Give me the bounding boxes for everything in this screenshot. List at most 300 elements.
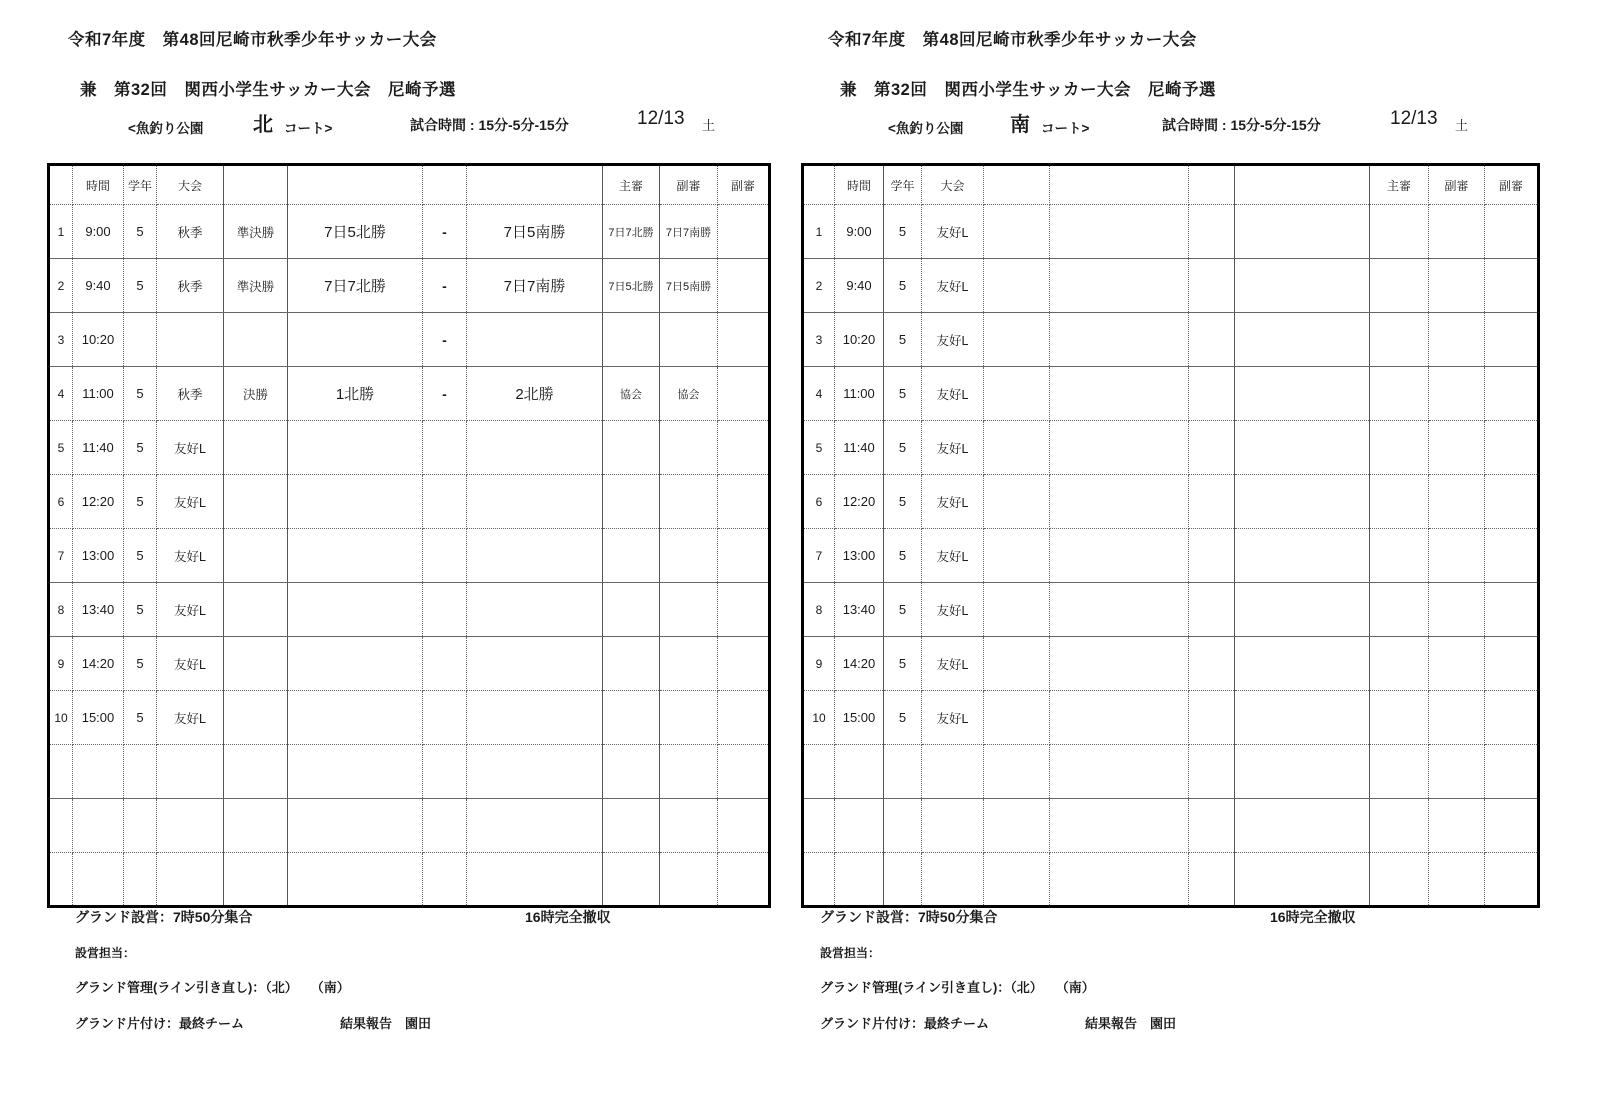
table-cell — [984, 313, 1050, 367]
table-row — [49, 367, 770, 421]
table-cell: 7日5南勝 — [660, 259, 718, 313]
table-cell — [922, 799, 984, 853]
table-cell: 5 — [124, 529, 157, 583]
table-cell: 10 — [49, 691, 73, 745]
table-cell — [224, 421, 288, 475]
table-cell — [224, 475, 288, 529]
table-cell: 5 — [124, 259, 157, 313]
table-cell — [884, 745, 922, 799]
table-cell: 11:40 — [835, 421, 884, 475]
table-cell: 友好L — [922, 691, 984, 745]
table-cell: 友好L — [157, 583, 224, 637]
table-cell — [157, 799, 224, 853]
table-cell: - — [423, 313, 467, 367]
table-cell — [423, 691, 467, 745]
table-cell — [288, 313, 423, 367]
table-cell — [157, 745, 224, 799]
table-cell — [1370, 583, 1429, 637]
table-cell: 14:20 — [835, 637, 884, 691]
table-cell — [718, 529, 770, 583]
table-cell: 4 — [803, 367, 835, 421]
teardown-note: 16時完全撤収 — [1270, 909, 1356, 925]
table-cell — [224, 745, 288, 799]
table-cell — [1189, 745, 1235, 799]
table-cell — [835, 853, 884, 907]
table-cell — [1050, 259, 1189, 313]
table-row — [803, 745, 1539, 799]
table-cell: 秋季 — [157, 205, 224, 259]
table-row — [49, 745, 770, 799]
table-cell — [467, 691, 603, 745]
table-cell — [984, 205, 1050, 259]
table-cell — [803, 853, 835, 907]
table-cell — [1485, 799, 1539, 853]
table-cell — [1235, 367, 1370, 421]
table-cell: 友好L — [922, 313, 984, 367]
match-weekday: 土 — [1455, 118, 1469, 133]
table-cell — [124, 853, 157, 907]
column-header: 時間 — [73, 165, 124, 205]
table-cell — [1485, 367, 1539, 421]
table-cell: 5 — [803, 421, 835, 475]
table-cell — [984, 367, 1050, 421]
table-cell — [224, 313, 288, 367]
table-cell: 友好L — [922, 475, 984, 529]
table-cell — [1370, 853, 1429, 907]
table-cell: 7日7南勝 — [660, 205, 718, 259]
table-cell — [1235, 475, 1370, 529]
venue-label: <魚釣り公園 — [888, 121, 964, 136]
table-cell: 10:20 — [73, 313, 124, 367]
table-cell: 7 — [803, 529, 835, 583]
table-cell — [660, 799, 718, 853]
table-cell — [49, 853, 73, 907]
table-cell — [1370, 259, 1429, 313]
table-cell: 5 — [884, 529, 922, 583]
table-row — [49, 475, 770, 529]
table-cell — [803, 745, 835, 799]
table-row — [49, 637, 770, 691]
table-cell — [660, 745, 718, 799]
table-cell — [1429, 853, 1485, 907]
table-cell — [1050, 691, 1189, 745]
table-cell — [1050, 367, 1189, 421]
table-cell — [1370, 691, 1429, 745]
table-cell — [467, 421, 603, 475]
table-cell — [423, 745, 467, 799]
table-cell: 10:20 — [835, 313, 884, 367]
table-cell — [467, 637, 603, 691]
table-cell: 友好L — [157, 637, 224, 691]
table-cell — [718, 853, 770, 907]
column-header: 副審 — [1429, 165, 1485, 205]
table-cell — [1050, 853, 1189, 907]
table-cell — [1235, 853, 1370, 907]
table-row — [803, 583, 1539, 637]
teardown-note: 16時完全撤収 — [525, 909, 611, 925]
table-cell — [1050, 583, 1189, 637]
table-cell: 8 — [49, 583, 73, 637]
table-row — [49, 421, 770, 475]
table-cell — [1485, 637, 1539, 691]
table-cell — [1189, 799, 1235, 853]
table-cell: 13:40 — [73, 583, 124, 637]
table-row — [49, 529, 770, 583]
table-cell — [224, 529, 288, 583]
table-cell: 5 — [49, 421, 73, 475]
schedule-table-south — [801, 163, 1540, 908]
table-cell: 友好L — [922, 637, 984, 691]
table-cell — [603, 853, 660, 907]
table-cell — [288, 421, 423, 475]
column-header: 副審 — [1485, 165, 1539, 205]
table-row — [803, 799, 1539, 853]
table-cell — [884, 799, 922, 853]
table-cell — [423, 583, 467, 637]
court-name: 北 — [253, 114, 273, 136]
table-cell — [224, 799, 288, 853]
table-cell — [1370, 205, 1429, 259]
table-cell — [660, 637, 718, 691]
table-cell — [922, 853, 984, 907]
table-cell — [288, 853, 423, 907]
column-header — [224, 165, 288, 205]
tournament-subtitle: 兼 第32回 関西小学生サッカー大会 尼崎予選 — [840, 81, 1217, 99]
table-row — [803, 421, 1539, 475]
table-cell: 協会 — [603, 367, 660, 421]
table-cell — [1235, 529, 1370, 583]
table-cell — [1189, 475, 1235, 529]
table-cell — [423, 853, 467, 907]
match-time-label: 試合時間 : 15分-5分-15分 — [1162, 117, 1321, 133]
table-cell: 5 — [884, 259, 922, 313]
table-cell — [603, 529, 660, 583]
table-cell — [1370, 313, 1429, 367]
table-cell — [1235, 691, 1370, 745]
table-cell: 9 — [803, 637, 835, 691]
table-cell — [124, 313, 157, 367]
table-cell — [49, 799, 73, 853]
table-cell — [984, 691, 1050, 745]
venue-label: <魚釣り公園 — [128, 121, 204, 136]
table-cell — [660, 475, 718, 529]
table-cell — [603, 475, 660, 529]
table-cell — [1189, 637, 1235, 691]
table-cell — [224, 853, 288, 907]
tournament-subtitle: 兼 第32回 関西小学生サッカー大会 尼崎予選 — [80, 81, 457, 99]
table-cell — [603, 313, 660, 367]
table-cell — [1370, 529, 1429, 583]
table-cell: 秋季 — [157, 259, 224, 313]
schedule-table-north — [47, 163, 771, 908]
column-header: 大会 — [157, 165, 224, 205]
table-cell: 1 — [803, 205, 835, 259]
table-cell: 3 — [803, 313, 835, 367]
table-row — [803, 691, 1539, 745]
table-cell: 5 — [124, 205, 157, 259]
table-cell — [984, 745, 1050, 799]
tournament-title: 令和7年度 第48回尼崎市秋季少年サッカー大会 — [68, 31, 437, 49]
table-cell — [1485, 529, 1539, 583]
table-row — [49, 205, 770, 259]
table-cell — [1370, 421, 1429, 475]
table-cell — [467, 313, 603, 367]
column-header: 主審 — [603, 165, 660, 205]
table-cell — [1485, 313, 1539, 367]
table-cell — [1235, 205, 1370, 259]
setup-staff-label: 設営担当： — [820, 946, 881, 960]
table-cell — [1370, 367, 1429, 421]
table-row — [49, 799, 770, 853]
table-cell — [984, 475, 1050, 529]
table-cell — [49, 745, 73, 799]
table-cell: 12:20 — [73, 475, 124, 529]
table-cell — [718, 259, 770, 313]
table-cell — [1429, 583, 1485, 637]
table-cell — [1485, 259, 1539, 313]
table-cell — [1189, 853, 1235, 907]
table-cell: 3 — [49, 313, 73, 367]
table-cell: 9:40 — [73, 259, 124, 313]
table-cell: 5 — [124, 421, 157, 475]
table-cell — [660, 421, 718, 475]
table-cell — [467, 745, 603, 799]
table-cell: - — [423, 259, 467, 313]
column-header — [984, 165, 1050, 205]
table-cell — [718, 421, 770, 475]
table-cell — [922, 745, 984, 799]
table-cell — [718, 313, 770, 367]
table-cell — [1485, 421, 1539, 475]
table-row — [49, 313, 770, 367]
table-cell — [984, 637, 1050, 691]
table-cell: 5 — [884, 583, 922, 637]
table-cell — [467, 799, 603, 853]
table-cell — [288, 475, 423, 529]
table-cell — [1429, 367, 1485, 421]
table-cell — [73, 853, 124, 907]
table-cell — [1485, 583, 1539, 637]
column-header: 主審 — [1370, 165, 1429, 205]
table-row — [49, 259, 770, 313]
table-cell — [224, 691, 288, 745]
table-cell: 友好L — [157, 691, 224, 745]
table-cell — [1235, 421, 1370, 475]
table-cell — [803, 799, 835, 853]
table-cell: 1 — [49, 205, 73, 259]
cleanup-note: グランド片付け：最終チーム — [75, 1016, 245, 1031]
table-cell: 友好L — [922, 205, 984, 259]
table-cell — [603, 799, 660, 853]
column-header — [1189, 165, 1235, 205]
table-cell — [718, 799, 770, 853]
table-cell — [1050, 205, 1189, 259]
table-cell: 決勝 — [224, 367, 288, 421]
table-cell — [660, 853, 718, 907]
table-cell — [1189, 205, 1235, 259]
table-cell — [157, 313, 224, 367]
table-cell: 11:00 — [835, 367, 884, 421]
column-header — [1235, 165, 1370, 205]
table-cell — [467, 529, 603, 583]
table-cell — [718, 583, 770, 637]
table-cell — [718, 637, 770, 691]
table-cell: 5 — [124, 367, 157, 421]
table-cell — [73, 799, 124, 853]
table-cell — [1370, 745, 1429, 799]
column-header — [1050, 165, 1189, 205]
table-cell: 友好L — [922, 259, 984, 313]
column-header — [467, 165, 603, 205]
table-cell: 友好L — [157, 421, 224, 475]
court-name: 南 — [1010, 114, 1030, 136]
table-cell — [467, 583, 603, 637]
table-cell — [718, 691, 770, 745]
table-cell — [835, 745, 884, 799]
table-cell: 7日7北勝 — [603, 205, 660, 259]
table-cell: 11:40 — [73, 421, 124, 475]
table-cell — [1189, 529, 1235, 583]
table-cell: 5 — [124, 583, 157, 637]
table-cell — [1429, 421, 1485, 475]
table-cell: 6 — [803, 475, 835, 529]
table-cell — [1235, 799, 1370, 853]
table-cell: 友好L — [922, 583, 984, 637]
table-row — [803, 367, 1539, 421]
ground-setup-note: グランド設営：7時50分集合 — [75, 909, 253, 925]
table-cell: 11:00 — [73, 367, 124, 421]
table-cell — [1050, 475, 1189, 529]
table-cell — [288, 529, 423, 583]
table-row — [803, 475, 1539, 529]
table-cell — [984, 853, 1050, 907]
table-row — [803, 313, 1539, 367]
table-cell: 協会 — [660, 367, 718, 421]
table-cell — [423, 475, 467, 529]
column-header — [49, 165, 73, 205]
table-cell — [1485, 853, 1539, 907]
table-cell — [1370, 799, 1429, 853]
table-cell — [1189, 421, 1235, 475]
table-cell: - — [423, 367, 467, 421]
table-cell: 15:00 — [835, 691, 884, 745]
table-cell — [1485, 691, 1539, 745]
table-cell — [1429, 475, 1485, 529]
table-cell — [1429, 799, 1485, 853]
table-cell — [984, 583, 1050, 637]
table-cell — [1485, 475, 1539, 529]
table-cell — [1050, 529, 1189, 583]
table-row — [803, 853, 1539, 907]
table-cell — [124, 799, 157, 853]
table-cell: 7 — [49, 529, 73, 583]
table-cell: 5 — [884, 691, 922, 745]
table-cell: 5 — [124, 691, 157, 745]
table-cell: 5 — [884, 637, 922, 691]
table-cell — [73, 745, 124, 799]
table-cell — [1429, 205, 1485, 259]
table-cell: - — [423, 205, 467, 259]
table-cell: 5 — [884, 313, 922, 367]
table-cell: 4 — [49, 367, 73, 421]
table-cell: 6 — [49, 475, 73, 529]
tournament-title: 令和7年度 第48回尼崎市秋季少年サッカー大会 — [828, 31, 1197, 49]
table-cell: 12:20 — [835, 475, 884, 529]
table-cell — [603, 691, 660, 745]
table-cell: 1北勝 — [288, 367, 423, 421]
column-header: 大会 — [922, 165, 984, 205]
table-cell — [288, 799, 423, 853]
table-cell — [467, 853, 603, 907]
table-cell — [660, 529, 718, 583]
table-row — [803, 637, 1539, 691]
table-cell: 5 — [884, 205, 922, 259]
table-cell: 9:00 — [73, 205, 124, 259]
table-cell — [1050, 745, 1189, 799]
table-cell — [1485, 205, 1539, 259]
table-cell: 5 — [884, 421, 922, 475]
table-cell — [1235, 259, 1370, 313]
table-cell — [1235, 583, 1370, 637]
table-cell: 9 — [49, 637, 73, 691]
column-header — [423, 165, 467, 205]
table-cell: 13:40 — [835, 583, 884, 637]
table-cell: 2 — [49, 259, 73, 313]
table-cell — [660, 313, 718, 367]
table-cell: 5 — [124, 475, 157, 529]
table-cell — [1050, 313, 1189, 367]
column-header — [288, 165, 423, 205]
column-header — [803, 165, 835, 205]
table-cell: 13:00 — [835, 529, 884, 583]
table-cell: 友好L — [157, 475, 224, 529]
table-cell: 友好L — [922, 421, 984, 475]
setup-staff-label: 設営担当： — [75, 946, 136, 960]
table-cell: 14:20 — [73, 637, 124, 691]
match-date: 12/13 — [637, 108, 685, 129]
table-cell — [603, 745, 660, 799]
table-cell: 15:00 — [73, 691, 124, 745]
table-row — [49, 691, 770, 745]
table-cell — [603, 583, 660, 637]
table-cell — [157, 853, 224, 907]
table-cell — [884, 853, 922, 907]
table-cell: 友好L — [922, 367, 984, 421]
table-cell — [1050, 421, 1189, 475]
table-cell — [984, 529, 1050, 583]
table-cell — [1429, 259, 1485, 313]
table-cell — [224, 583, 288, 637]
table-row — [49, 583, 770, 637]
table-cell — [984, 421, 1050, 475]
table-cell — [660, 583, 718, 637]
table-cell — [1429, 529, 1485, 583]
table-cell — [1370, 637, 1429, 691]
table-cell: 8 — [803, 583, 835, 637]
table-cell: 13:00 — [73, 529, 124, 583]
table-cell: 10 — [803, 691, 835, 745]
column-header: 時間 — [835, 165, 884, 205]
table-row — [803, 529, 1539, 583]
table-cell: 友好L — [922, 529, 984, 583]
table-cell — [124, 745, 157, 799]
venue-label-close: コート> — [284, 121, 333, 136]
result-report-note: 結果報告 園田 — [340, 1016, 432, 1031]
result-report-note: 結果報告 園田 — [1085, 1016, 1177, 1031]
table-cell — [718, 475, 770, 529]
table-cell — [224, 637, 288, 691]
ground-setup-note: グランド設営：7時50分集合 — [820, 909, 998, 925]
